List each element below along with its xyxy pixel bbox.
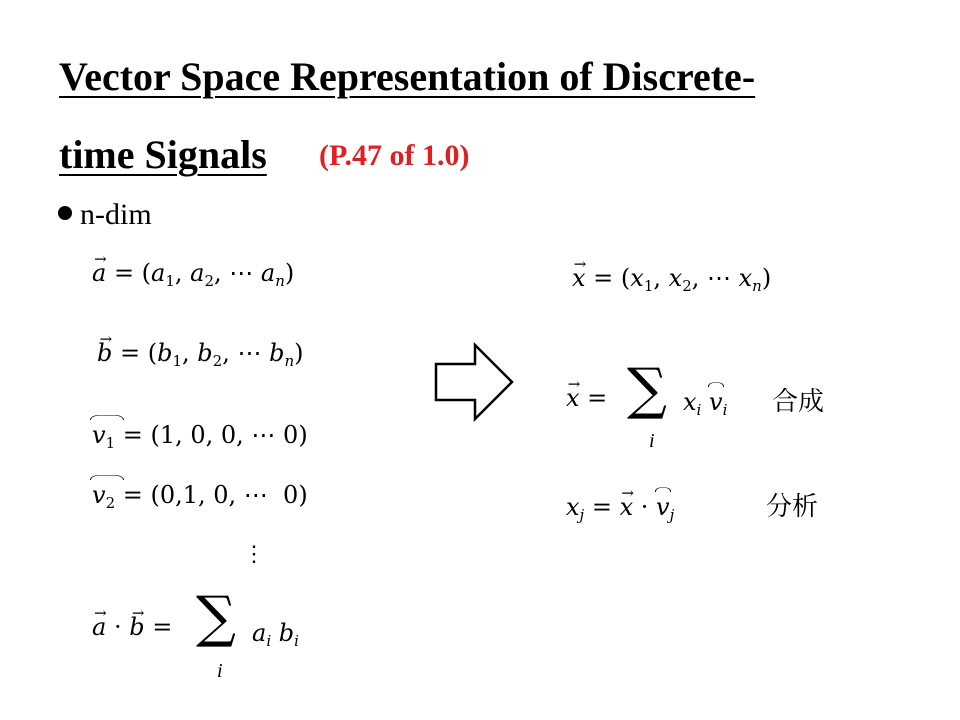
title-text-1: Vector Space Representation of Discrete- <box>59 54 756 99</box>
right-arrow <box>433 342 515 422</box>
vector-b: → b <box>97 338 112 368</box>
unit-vector-vi: v <box>709 388 723 416</box>
equation-a-definition: → $a = (a_1$, $a_2$, ⋯ $a_n$) <box>92 258 294 288</box>
vector-x-analysis: → x <box>620 492 634 522</box>
analysis-label-text: 分析 <box>766 492 819 522</box>
equation-synthesis-lhs: → x = <box>566 383 607 413</box>
title-reference <box>319 139 470 173</box>
equation-dot-product: → a · → b = <box>92 612 172 642</box>
vdots-text: ⋮ <box>243 542 265 567</box>
equation-v2-definition: $v_2 = (0,1$, 0, ⋯ 0) <box>92 481 308 512</box>
vector-x-synthesis: → x <box>566 383 580 413</box>
right-arrow-icon <box>433 342 515 422</box>
bullet-n-dim <box>58 198 152 232</box>
reference-text: (P.47 of 1.0) <box>319 139 470 172</box>
vector-a: → a <box>92 258 106 288</box>
dot-product-sum-index <box>217 660 223 683</box>
synthesis-label <box>772 381 824 418</box>
synthesis-terms: $x_i$ $v_i$ <box>683 388 728 419</box>
vector-x: → x <box>572 263 586 293</box>
bullet-text: n-dim <box>80 198 152 231</box>
sigma-symbol: ∑ <box>196 585 236 650</box>
equation-b-definition: → $b = (b_1$, $b_2$, ⋯ $b_n$) <box>97 338 304 368</box>
equation-analysis: $x_j$ = → $x \cdot v_j$ <box>566 492 674 522</box>
vertical-ellipsis <box>243 540 265 570</box>
equation-x-definition: → $x = (x_1$, $x_2$, ⋯ $x_n$) <box>572 263 771 293</box>
dot-product-terms: $a_i$ $b_i$ <box>252 619 299 650</box>
equation-v1-definition: $v_1 = (1$, 0, 0, ⋯ 0) <box>92 421 308 452</box>
title-line-1 <box>59 53 755 101</box>
synthesis-sum-index <box>649 430 655 453</box>
sum-index-text: i <box>217 660 223 682</box>
vector-b-dot: → b <box>129 612 144 642</box>
synthesis-label-text: 合成 <box>772 387 825 417</box>
unit-vector-v1: v <box>92 421 106 449</box>
dot-product-sigma <box>196 585 236 650</box>
synthesis-index-text: i <box>649 430 655 452</box>
vector-a-dot: → a <box>92 612 106 642</box>
bullet-dot-icon <box>58 206 72 220</box>
title-line-2 <box>59 131 267 179</box>
synthesis-sigma <box>627 357 667 422</box>
title-text-2: time Signals <box>59 132 267 177</box>
unit-vector-v2: v <box>92 481 106 509</box>
sigma-symbol-synthesis: ∑ <box>627 357 667 422</box>
analysis-label <box>766 486 818 523</box>
unit-vector-vj: v <box>656 493 670 521</box>
